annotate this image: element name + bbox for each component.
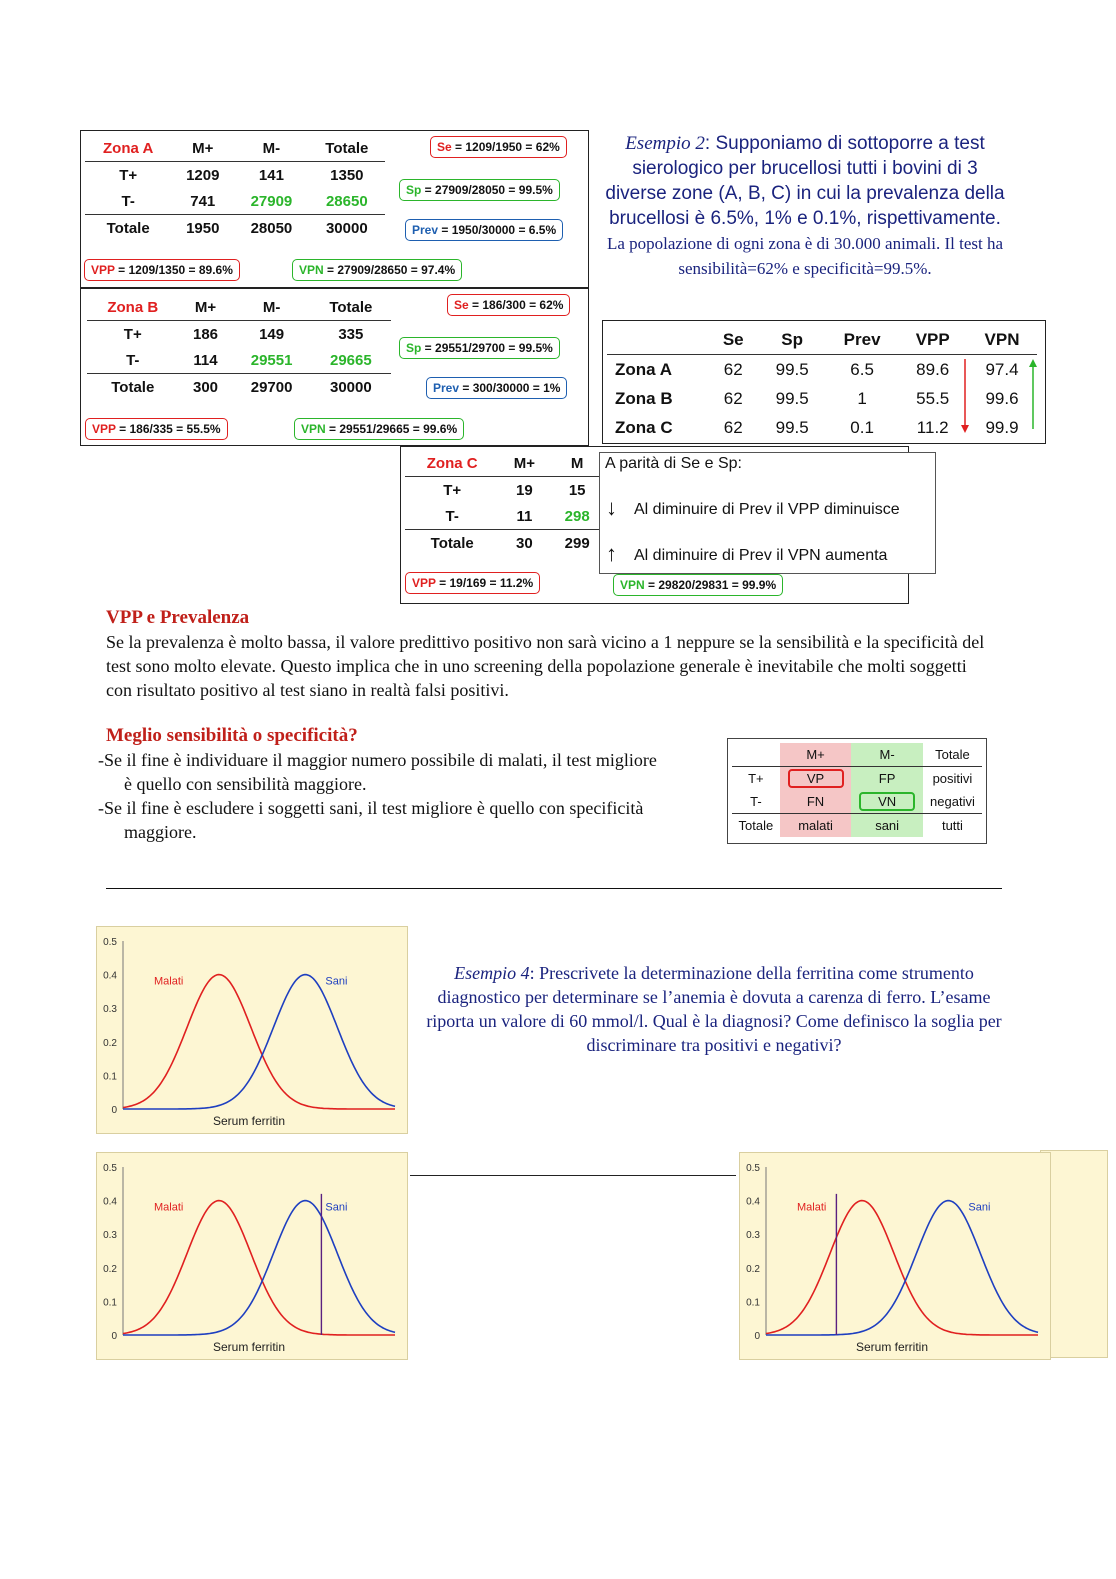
cell: 300: [179, 374, 233, 401]
zona-a-vpn: [292, 259, 462, 281]
series-line-malati: [123, 1201, 395, 1335]
summary-zone: Zona C: [615, 417, 673, 437]
series-line-malati: [123, 975, 395, 1109]
zona-b-vpn: [294, 418, 464, 440]
y-tick-label: 0.2: [746, 1263, 760, 1275]
zona-c-table: [405, 450, 605, 556]
section-divider: [106, 888, 1002, 889]
row-label: Totale: [87, 374, 179, 401]
parita-title: A parità di Se e Sp:: [605, 455, 742, 472]
summary-cell: 62: [723, 417, 743, 437]
pill-key: Prev: [412, 223, 439, 237]
pill-value: = 29551/29665 = 99.6%: [325, 422, 458, 436]
zona-a-sp: [399, 179, 560, 201]
pill-value: = 29820/29831 = 99.9%: [644, 578, 777, 592]
zona-b-title: Zona B: [87, 294, 179, 321]
y-tick-label: 0.5: [746, 1163, 760, 1174]
row-label: T-: [126, 351, 140, 369]
y-tick-label: 0.5: [103, 1163, 117, 1174]
chart-2: [97, 1153, 407, 1359]
chart-3: [740, 1153, 1050, 1359]
meglio-section: [98, 724, 678, 844]
meglio-item-2: -Se il fine è escludere i soggetti sani, il test migliore è quello con specificità maggiore.: [98, 798, 644, 842]
mini-header: M-: [851, 743, 923, 767]
parita-box: [599, 452, 936, 574]
mini-cell-vn: [851, 790, 923, 814]
cell: 30: [499, 530, 549, 557]
cell: 15: [568, 481, 586, 499]
summary-cell: 99.5: [775, 417, 809, 437]
summary-header: Sp: [758, 325, 825, 355]
zona-c-vpn: [613, 574, 783, 596]
y-tick-label: 0.1: [103, 1071, 117, 1083]
series-line-sani: [123, 1201, 395, 1335]
zona-b-se: [447, 294, 570, 316]
summary-cell: 62: [723, 359, 743, 379]
cell: 27909: [250, 192, 293, 210]
legend-label: Sani: [968, 1201, 991, 1214]
row-label: Totale: [405, 530, 499, 557]
mini-cell: positivi: [932, 771, 973, 786]
summary-cell: 99.9: [985, 417, 1019, 437]
cell: 114: [193, 351, 218, 369]
cell: 28650: [325, 192, 368, 210]
mini-table: [732, 743, 982, 837]
summary-cell: 89.6: [916, 359, 950, 379]
cell: 298: [564, 507, 590, 525]
pill-value: = 300/30000 = 1%: [459, 381, 561, 395]
row-label: T+: [443, 481, 462, 499]
y-tick-label: 0: [111, 1331, 117, 1342]
parita-line-1: Al diminuire di Prev il VPP diminuisce: [634, 501, 900, 518]
y-tick-label: 0.3: [746, 1230, 760, 1242]
pill-key: Se: [437, 140, 452, 154]
cell: 1209: [186, 166, 220, 184]
pill-value: = 27909/28050 = 99.5%: [421, 183, 553, 197]
mini-cell: FN: [780, 790, 852, 814]
zona-a-vpp: [84, 259, 240, 281]
cell: 186: [193, 325, 219, 343]
summary-cell: 11.2: [916, 417, 949, 437]
pill-value: = 19/169 = 11.2%: [435, 576, 534, 590]
vpp-text: Se la prevalenza è molto bassa, il valore predittivo positivo non sarà vicino a 1 neppure se la sensibilità e la specificità del test sono molto elevate. Questo implica che in uno screening della popolazione generale è inevitabile che molti soggetti con risultato positivo al test siano in realtà falsi positivi.: [106, 632, 985, 700]
mini-header: M+: [780, 743, 852, 767]
x-axis-label: Serum ferritin: [212, 1340, 286, 1354]
cell: 30000: [311, 374, 391, 401]
meglio-item-1: -Se il fine è individuare il maggior numero possibile di malati, il test migliore è quello con sensibilità maggiore.: [98, 750, 657, 794]
mini-cell-vp: [780, 767, 852, 791]
zona-c-title: Zona C: [405, 450, 499, 477]
legend-label: Sani: [325, 1201, 348, 1214]
pill-key: Prev: [433, 381, 460, 395]
pill-key: VPN: [301, 422, 326, 436]
mini-cell: malati: [780, 814, 852, 838]
esempio-4-body: : Prescrivete la determinazione della ferritina come strumento diagnostico per determinare se l’anemia è dovuta a carenza di ferro. L’esame riporta un valore di 60 mmol/l. Qual è la diagnosi? Come definisco la soglia per discriminare tra positivi e negativi?: [426, 963, 1002, 1055]
cell: 29551: [250, 351, 293, 369]
zona-a-title: Zona A: [85, 135, 171, 162]
pill-key: VPP: [412, 576, 436, 590]
zona-b-table: [87, 294, 391, 400]
y-tick-label: 0.2: [103, 1263, 117, 1275]
chart-3-box: [739, 1152, 1051, 1360]
connector-line: [410, 1175, 736, 1176]
col-mminus: M-: [232, 294, 310, 321]
col-totale: Totale: [309, 135, 385, 162]
series-line-malati: [766, 1201, 1038, 1335]
cell: 29665: [330, 351, 372, 369]
esempio-2-sans-text: : Supponiamo di sottoporre a test sierologico per brucellosi tutti i bovini di 3 diverse zone (A, B, C) in cui la prevalenza della brucellosi è 6.5%, 1% e 0.1%, rispettivamente.: [605, 133, 1005, 229]
row-label: T-: [121, 192, 135, 210]
y-tick-label: 0.4: [103, 970, 117, 982]
y-tick-label: 0.4: [103, 1196, 117, 1208]
y-tick-label: 0.4: [746, 1196, 760, 1208]
cell: 741: [190, 192, 216, 210]
pill-key: VPN: [620, 578, 645, 592]
mini-cell: FP: [851, 767, 923, 791]
cell: 1950: [171, 215, 234, 242]
pill-value: = 186/335 = 55.5%: [115, 422, 221, 436]
mini-cell: tutti: [923, 814, 982, 838]
zona-b-vpp: [85, 418, 228, 440]
mini-row-label: T-: [750, 794, 762, 809]
summary-cell: 99.6: [985, 388, 1019, 408]
pill-value: = 1209/1950 = 62%: [451, 140, 560, 154]
mini-row-label: T+: [748, 771, 764, 786]
cell: 299: [549, 530, 605, 557]
trend-arrows-icon: [603, 321, 1045, 443]
summary-cell: 1: [857, 388, 867, 408]
pill-value: = 1209/1350 = 89.6%: [114, 263, 233, 277]
cell: 149: [259, 325, 285, 343]
cell: 28050: [234, 215, 308, 242]
summary-zone: Zona A: [615, 359, 672, 379]
summary-cell: 99.5: [775, 388, 809, 408]
summary-zone: Zona B: [615, 388, 673, 408]
col-mminus: M: [549, 450, 605, 477]
legend-label: Malati: [154, 975, 184, 988]
mini-table-box: [727, 738, 987, 844]
legend-label: Malati: [797, 1201, 827, 1214]
zona-a-se: [430, 136, 567, 158]
esempio-2-text: [600, 132, 1010, 282]
y-tick-label: 0.3: [103, 1004, 117, 1016]
mini-header: [732, 743, 780, 767]
arrow-up-icon: ↑: [606, 541, 617, 566]
col-mminus: M-: [234, 135, 308, 162]
y-tick-label: 0.5: [103, 937, 117, 948]
row-label: Totale: [85, 215, 171, 242]
legend-label: Malati: [154, 1201, 184, 1214]
pill-key: Sp: [406, 341, 422, 355]
pill-key: VPP: [91, 263, 115, 277]
pill-value: = 1950/30000 = 6.5%: [438, 223, 557, 237]
col-mplus: M+: [499, 450, 549, 477]
y-tick-label: 0.3: [103, 1230, 117, 1242]
col-mplus: M+: [179, 294, 233, 321]
pill-key: VPN: [299, 263, 324, 277]
vpp-section: [106, 606, 996, 702]
cell: 335: [338, 325, 364, 343]
summary-cell: 62: [723, 388, 743, 408]
summary-cell: 97.4: [985, 359, 1019, 379]
mini-cell-vp-label: VP: [788, 769, 844, 788]
zona-b-sp: [399, 337, 560, 359]
summary-cell: 55.5: [916, 388, 950, 408]
y-tick-label: 0: [111, 1105, 117, 1116]
summary-cell: 6.5: [850, 359, 874, 379]
x-axis-label: Serum ferritin: [855, 1340, 929, 1354]
row-label: T+: [123, 325, 142, 343]
meglio-heading: Meglio sensibilità o specificità?: [106, 725, 358, 746]
esempio-2-serif-text: La popolazione di ogni zona è di 30.000 animali. Il test ha sensibilità=62% e specificità=99.5%.: [606, 234, 1004, 278]
col-totale: Totale: [311, 294, 391, 321]
pill-key: VPP: [92, 422, 116, 436]
x-axis-label: Serum ferritin: [212, 1114, 286, 1128]
cell: 11: [516, 507, 533, 525]
cell: 30000: [309, 215, 385, 242]
cell: 1350: [330, 166, 364, 184]
y-tick-label: 0.1: [746, 1297, 760, 1309]
mini-row-label: Totale: [732, 814, 780, 838]
parita-line-2: Al diminuire di Prev il VPN aumenta: [634, 547, 888, 564]
cell: 29700: [232, 374, 310, 401]
series-line-sani: [766, 1201, 1038, 1335]
zona-b-prev: [426, 377, 567, 399]
esempio-4-label: Esempio 4: [454, 963, 530, 983]
summary-cell: 0.1: [850, 417, 874, 437]
mini-cell: sani: [851, 814, 923, 838]
chart-1-box: [96, 926, 408, 1134]
mini-cell: negativi: [930, 794, 975, 809]
pill-key: Sp: [406, 183, 422, 197]
pill-key: Se: [454, 298, 469, 312]
esempio-2-label: Esempio 2: [625, 133, 705, 154]
zona-a-prev: [405, 219, 563, 241]
series-line-sani: [123, 975, 395, 1109]
zona-c-vpp: [405, 572, 540, 594]
summary-box: [602, 320, 1046, 444]
summary-header: Prev: [826, 325, 899, 355]
col-mplus: M+: [171, 135, 234, 162]
summary-header: VPP: [898, 325, 967, 355]
mini-cell-vn-label: VN: [859, 792, 915, 811]
row-label: T-: [445, 507, 459, 525]
mini-header: Totale: [923, 743, 982, 767]
cell: 141: [258, 166, 284, 184]
y-tick-label: 0: [754, 1331, 760, 1342]
pill-value: = 27909/28650 = 97.4%: [323, 263, 456, 277]
vpp-heading: VPP e Prevalenza: [106, 607, 250, 628]
chart-1: [97, 927, 407, 1133]
cell: 19: [516, 481, 533, 499]
arrow-down-icon: ↓: [606, 495, 617, 520]
chart-2-box: [96, 1152, 408, 1360]
y-tick-label: 0.2: [103, 1037, 117, 1049]
zona-a-table: [85, 135, 385, 241]
summary-header: VPN: [967, 325, 1037, 355]
summary-cell: 99.5: [775, 359, 809, 379]
summary-header: Se: [708, 325, 758, 355]
pill-value: = 29551/29700 = 99.5%: [421, 341, 553, 355]
esempio-4-text: [424, 961, 1004, 1057]
row-label: T+: [119, 166, 138, 184]
pill-value: = 186/300 = 62%: [468, 298, 564, 312]
y-tick-label: 0.1: [103, 1297, 117, 1309]
legend-label: Sani: [325, 975, 348, 988]
